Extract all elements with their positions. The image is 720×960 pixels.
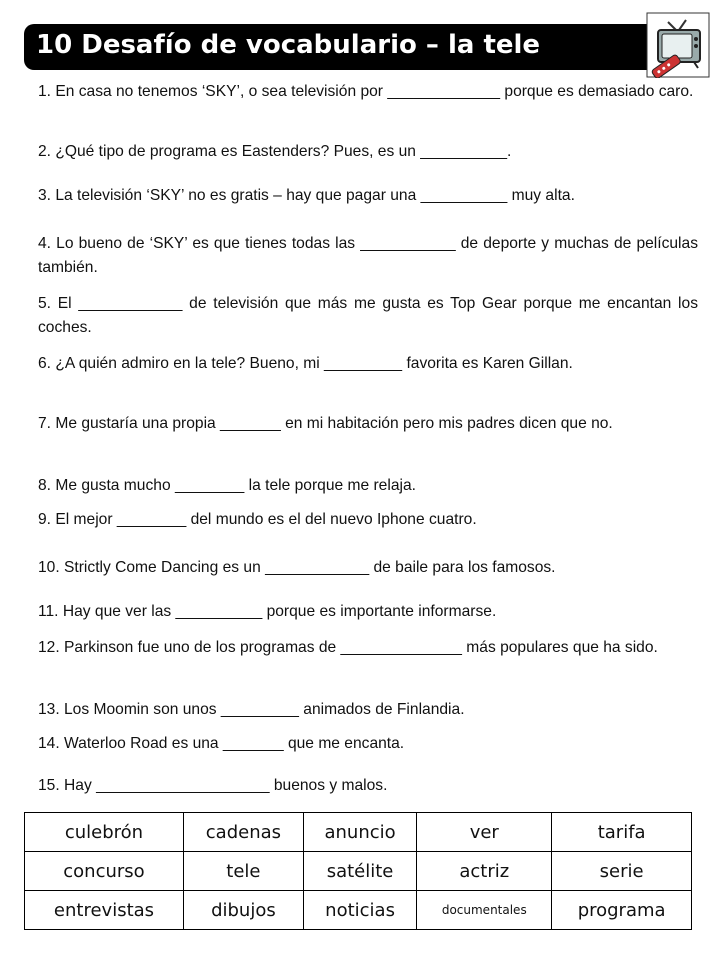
question-10: 10. Strictly Come Dancing es un ____________ de baile para los famosos. <box>38 559 556 576</box>
question-6: 6. ¿A quién admiro en la tele? Bueno, mi _________ favorita es Karen Gillan. <box>38 355 573 372</box>
question-7: 7. Me gustaría una propia _______ en mi habitación pero mis padres dicen que no. <box>38 415 613 432</box>
word-cell: actriz <box>417 852 552 891</box>
word-cell: tele <box>183 852 303 891</box>
word-cell: dibujos <box>183 891 303 930</box>
word-cell: ver <box>417 813 552 852</box>
word-cell: documentales <box>417 891 552 930</box>
question-14: 14. Waterloo Road es una _______ que me encanta. <box>38 735 405 752</box>
word-cell: entrevistas <box>25 891 184 930</box>
page-title: 10 Desafío de vocabulario – la tele <box>36 30 541 60</box>
word-cell: programa <box>552 891 692 930</box>
question-15: 15. Hay ____________________ buenos y malos. <box>38 777 388 794</box>
word-bank-row <box>25 852 692 891</box>
question-1: 1. En casa no tenemos ‘SKY’, o sea televisión por _____________ porque es demasiado caro. <box>38 83 694 100</box>
question-9: 9. El mejor ________ del mundo es el del nuevo Iphone cuatro. <box>38 511 477 528</box>
question-13: 13. Los Moomin son unos _________ animados de Finlandia. <box>38 701 465 718</box>
word-cell: cadenas <box>183 813 303 852</box>
word-cell: concurso <box>25 852 184 891</box>
word-cell: anuncio <box>303 813 416 852</box>
question-11: 11. Hay que ver las __________ porque es importante informarse. <box>38 603 497 620</box>
question-4: 4. Lo bueno de ‘SKY’ es que tienes todas las ___________ de deporte y muchas de películas también. <box>38 235 698 276</box>
word-bank-row <box>25 813 692 852</box>
word-bank-table <box>24 812 692 930</box>
question-2: 2. ¿Qué tipo de programa es Eastenders? Pues, es un __________. <box>38 143 512 160</box>
word-cell: noticias <box>303 891 416 930</box>
word-cell: satélite <box>303 852 416 891</box>
word-cell: serie <box>552 852 692 891</box>
television-icon <box>646 12 710 78</box>
word-bank-row <box>25 891 692 930</box>
word-cell: culebrón <box>25 813 184 852</box>
question-12: 12. Parkinson fue uno de los programas de ______________ más populares que ha sido. <box>38 639 658 656</box>
word-cell: tarifa <box>552 813 692 852</box>
title-bar <box>24 24 688 70</box>
question-5: 5. El ____________ de televisión que más me gusta es Top Gear porque me encantan los coches. <box>38 295 698 336</box>
question-8: 8. Me gusta mucho ________ la tele porque me relaja. <box>38 477 416 494</box>
question-3: 3. La televisión ‘SKY’ no es gratis – hay que pagar una __________ muy alta. <box>38 187 575 204</box>
